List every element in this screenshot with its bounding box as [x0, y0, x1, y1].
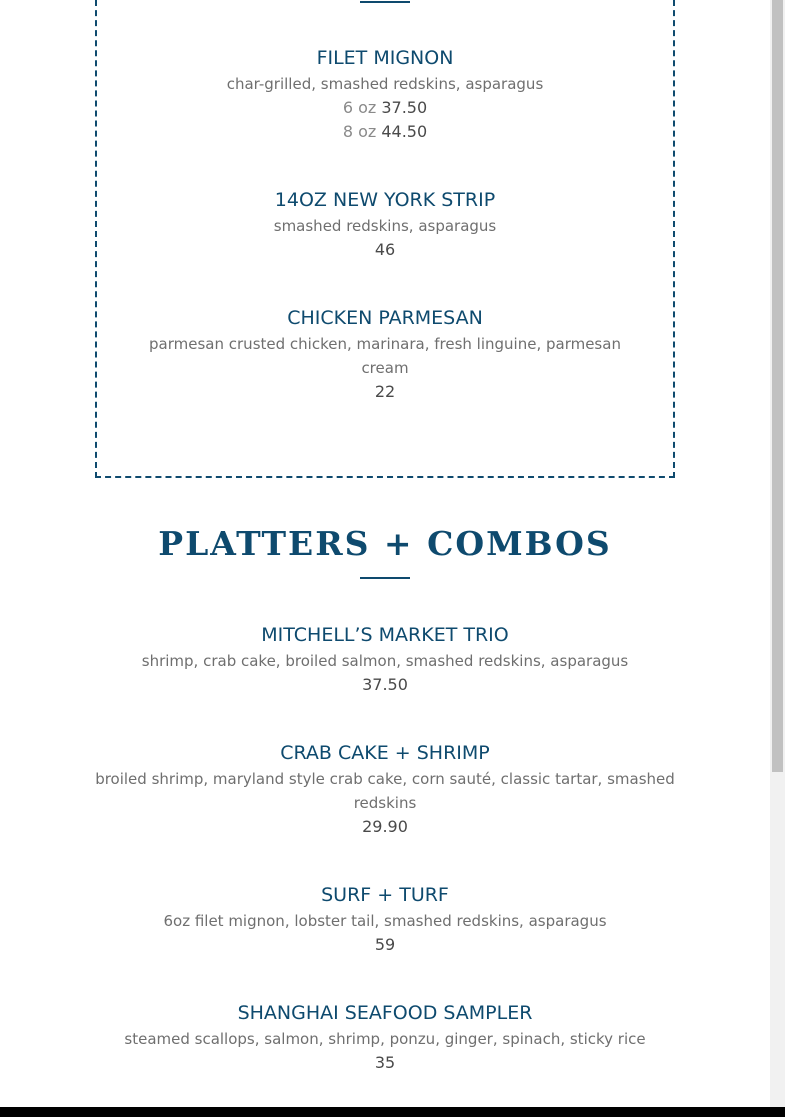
menu-item-price-row: [95, 96, 675, 120]
menu-item-price: 35: [374, 1053, 396, 1072]
menu-item-ny-strip: [95, 188, 675, 262]
menu-item-description: broiled shrimp, maryland style crab cake, corn sauté, classic tartar, smashed redskins: [95, 770, 675, 812]
menu-item-name: CHICKEN PARMESAN: [287, 307, 483, 329]
menu-item-price: 22: [374, 382, 396, 401]
section-divider: [360, 577, 410, 579]
menu-item-name: CRAB CAKE + SHRIMP: [280, 742, 490, 764]
menu-item-market-trio: [95, 623, 675, 697]
menu-item-price: 29.90: [362, 817, 408, 836]
menu-item-description: steamed scallops, salmon, shrimp, ponzu, ginger, spinach, sticky rice: [124, 1030, 646, 1048]
menu-item-description: shrimp, crab cake, broiled salmon, smashed redskins, asparagus: [141, 652, 629, 670]
menu-item-shanghai-sampler: [95, 1001, 675, 1075]
menu-item-crab-cake-shrimp: [95, 741, 675, 839]
menu-item-filet-mignon: [95, 46, 675, 144]
price-value: 44.50: [381, 122, 428, 141]
section-divider-top: [360, 1, 410, 3]
menu-item-surf-turf: [95, 883, 675, 957]
section-title: PLATTERS + COMBOS: [158, 524, 612, 563]
menu-item-description: smashed redskins, asparagus: [273, 217, 497, 235]
price-size: 8 oz: [342, 122, 377, 141]
scrollbar-thumb[interactable]: [772, 0, 783, 772]
menu-item-name: SURF + TURF: [321, 884, 449, 906]
menu-item-description: parmesan crusted chicken, marinara, fresh linguine, parmesan cream: [149, 335, 621, 377]
menu-item-name: FILET MIGNON: [316, 47, 454, 69]
menu-item-chicken-parmesan: [95, 306, 675, 404]
menu-item-name: 14OZ NEW YORK STRIP: [274, 189, 496, 211]
price-size: 6 oz: [342, 98, 377, 117]
menu-item-name: SHANGHAI SEAFOOD SAMPLER: [237, 1002, 533, 1024]
menu-item-price-row: [95, 120, 675, 144]
price-value: 37.50: [381, 98, 428, 117]
menu-item-description: char-grilled, smashed redskins, asparagus: [226, 75, 544, 93]
menu-item-price: 37.50: [362, 675, 408, 694]
window-bottom-edge: [0, 1107, 785, 1117]
menu-item-price: 46: [374, 240, 396, 259]
menu-item-name: MITCHELL’S MARKET TRIO: [261, 624, 509, 646]
menu-item-price: 59: [374, 935, 396, 954]
menu-item-description: 6oz filet mignon, lobster tail, smashed redskins, asparagus: [163, 912, 607, 930]
